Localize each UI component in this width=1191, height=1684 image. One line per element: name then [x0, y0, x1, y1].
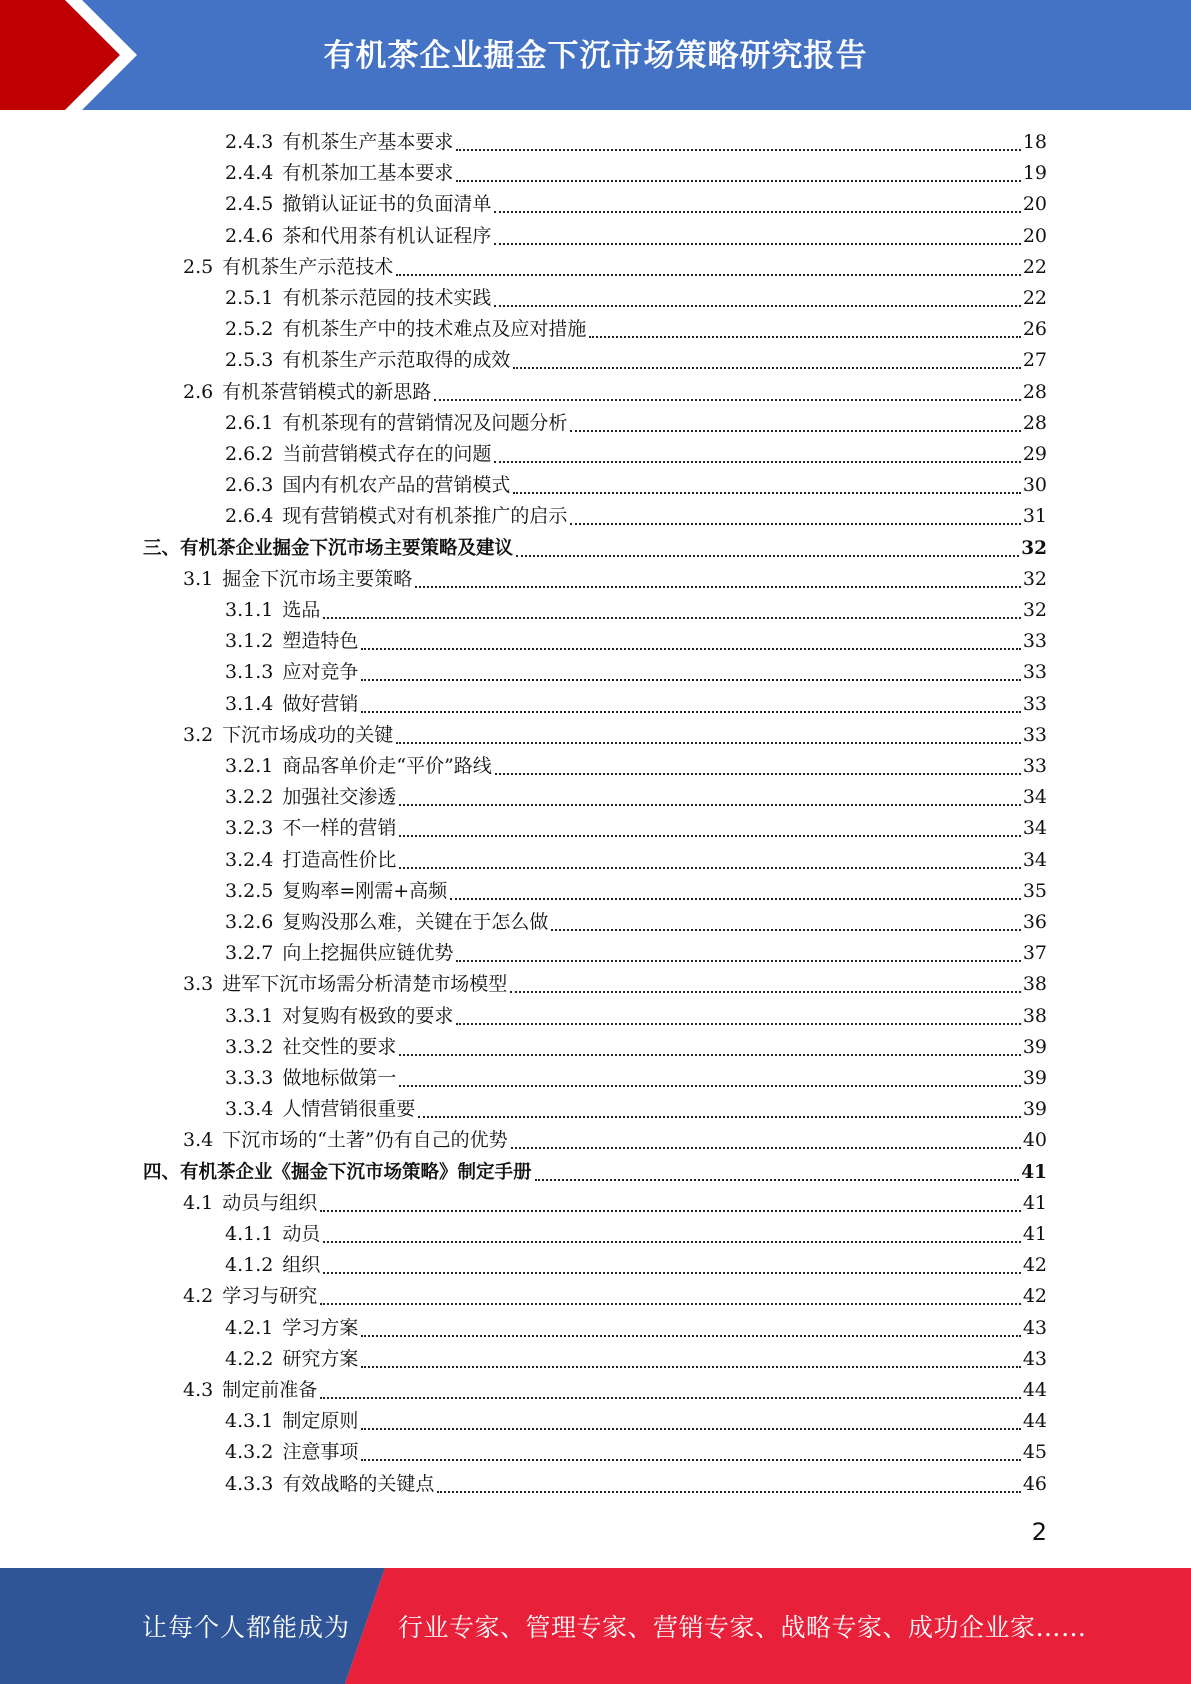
toc-dot-leader [551, 929, 1020, 931]
toc-entry[interactable] [225, 1032, 1047, 1063]
toc-entry-number: 3.3.4 [225, 1098, 274, 1121]
toc-entry-page: 32 [1022, 567, 1047, 590]
toc-entry-page: 39 [1022, 1098, 1047, 1121]
toc-entry-number: 3.1.1 [225, 599, 274, 621]
toc-dot-leader [511, 1147, 1021, 1149]
toc-entry-number: 2.5 [183, 255, 214, 278]
toc-dot-leader [494, 305, 1020, 307]
toc-entry[interactable] [225, 127, 1047, 158]
toc-dot-leader [361, 1459, 1020, 1461]
toc-dot-leader [570, 430, 1020, 432]
toc-entry-title: 打造高性价比 [282, 848, 397, 871]
toc-entry-page: 42 [1022, 1254, 1047, 1277]
toc-entry-number: 2.6.2 [225, 443, 274, 465]
toc-entry-number: 2.6.4 [225, 505, 274, 528]
toc-dot-leader [399, 1054, 1020, 1056]
toc-entry-page: 46 [1022, 1472, 1047, 1495]
toc-entry-title: 复购没那么难，关键在于怎么做 [282, 911, 549, 933]
toc-entry-title: 四、有机茶企业《掘金下沉市场策略》制定手册 [143, 1161, 532, 1183]
toc-entry-title: 有机茶生产示范取得的成效 [282, 349, 511, 372]
toc-entry-title: 掘金下沉市场主要策略 [222, 567, 413, 590]
toc-entry[interactable] [225, 1063, 1047, 1094]
toc-entry[interactable] [225, 938, 1047, 969]
toc-entry-title: 茶和代用茶有机认证程序 [282, 224, 492, 247]
document-title: 有机茶企业掘金下沉市场策略研究报告 [323, 37, 868, 74]
toc-entry-title: 进军下沉市场需分析清楚市场模型 [222, 973, 508, 996]
toc-dot-leader [494, 211, 1020, 213]
toc-dot-leader [361, 679, 1020, 681]
toc-entry-title: 有机茶营销模式的新思路 [222, 380, 432, 403]
toc-entry[interactable] [225, 1250, 1047, 1281]
toc-dot-leader [535, 1179, 1020, 1181]
toc-dot-leader [456, 180, 1020, 182]
toc-dot-leader [361, 1335, 1020, 1337]
toc-entry-number: 3.2.7 [225, 942, 274, 965]
toc-entry-title: 有效战略的关键点 [282, 1472, 435, 1495]
toc-entry[interactable] [183, 969, 1047, 1000]
toc-entry-title: 对复购有极致的要求 [282, 1004, 454, 1027]
toc-entry-title: 有机茶生产中的技术难点及应对措施 [282, 318, 587, 341]
toc-entry-page: 22 [1022, 287, 1047, 309]
toc-entry-number: 4.3.2 [225, 1441, 274, 1464]
toc-entry-title: 组织 [282, 1254, 321, 1277]
toc-entry-title: 制定原则 [282, 1410, 359, 1433]
toc-entry-title: 动员 [282, 1223, 321, 1245]
toc-entry-title: 有机茶生产示范技术 [222, 255, 394, 278]
toc-entry-page: 33 [1022, 692, 1047, 715]
toc-entry[interactable] [225, 751, 1047, 782]
toc-dot-leader [361, 1366, 1020, 1368]
toc-entry[interactable] [225, 1313, 1047, 1344]
toc-entry-page: 39 [1022, 1067, 1047, 1089]
toc-entry-page: 40 [1022, 1129, 1047, 1152]
toc-entry-number: 3.1.3 [225, 661, 274, 684]
toc-entry-page: 41 [1022, 1223, 1047, 1245]
toc-entry-title: 下沉市场的“土著”仍有自己的优势 [222, 1129, 508, 1152]
toc-entry[interactable] [225, 595, 1047, 626]
toc-entry[interactable] [225, 439, 1047, 470]
toc-entry[interactable] [225, 1001, 1047, 1032]
toc-dot-leader [510, 991, 1021, 993]
toc-entry-number: 4.2.1 [225, 1316, 274, 1339]
toc-entry-number: 2.5.1 [225, 287, 274, 309]
toc-entry-title: 有机茶生产基本要求 [282, 131, 454, 153]
toc-entry-page: 30 [1022, 474, 1047, 497]
toc-entry-number: 3.2 [183, 723, 214, 746]
toc-entry[interactable] [183, 564, 1047, 595]
toc-entry-number: 2.4.6 [225, 224, 274, 247]
toc-entry-number: 4.2.2 [225, 1347, 274, 1370]
toc-entry-page: 26 [1022, 318, 1047, 341]
toc-entry-page: 33 [1022, 630, 1047, 653]
toc-entry-page: 42 [1022, 1285, 1047, 1308]
toc-entry-page: 20 [1022, 224, 1047, 247]
toc-dot-leader [320, 1303, 1021, 1305]
toc-entry-page: 31 [1022, 505, 1047, 528]
toc-entry-page: 45 [1022, 1441, 1047, 1464]
toc-entry[interactable] [183, 1188, 1047, 1219]
toc-entry-number: 4.1 [183, 1191, 214, 1214]
toc-entry-page: 41 [1022, 1191, 1047, 1214]
toc-entry-number: 3.2.4 [225, 848, 274, 871]
toc-entry-title: 加强社交渗透 [282, 786, 397, 809]
toc-entry-title: 向上挖掘供应链优势 [282, 942, 454, 965]
toc-entry-page: 33 [1022, 723, 1047, 746]
toc-dot-leader [434, 399, 1021, 401]
toc-entry-page: 44 [1022, 1410, 1047, 1433]
toc-entry-title: 塑造特色 [282, 630, 359, 653]
toc-entry[interactable] [225, 1437, 1047, 1468]
toc-entry-page: 18 [1022, 131, 1047, 153]
toc-entry-number: 3.1 [183, 567, 214, 590]
toc-entry-page: 39 [1022, 1035, 1047, 1058]
toc-entry-page: 36 [1022, 911, 1047, 933]
toc-entry-number: 2.6 [183, 380, 214, 403]
toc-dot-leader [418, 1116, 1020, 1118]
toc-entry-page: 38 [1022, 1004, 1047, 1027]
toc-entry-title: 有机茶现有的营销情况及问题分析 [282, 411, 568, 434]
toc-entry-page: 28 [1022, 380, 1047, 403]
toc-entry[interactable] [225, 1344, 1047, 1375]
toc-dot-leader [320, 1397, 1021, 1399]
toc-entry[interactable] [183, 1375, 1047, 1406]
toc-entry-number: 4.3.1 [225, 1410, 274, 1433]
toc-dot-leader [323, 1241, 1020, 1243]
toc-entry-title: 注意事项 [282, 1441, 359, 1464]
toc-dot-leader [494, 461, 1020, 463]
toc-entry[interactable] [225, 1406, 1047, 1437]
toc-entry[interactable] [225, 158, 1047, 189]
toc-entry-number: 3.3.2 [225, 1035, 274, 1058]
toc-entry-number: 2.4.3 [225, 131, 274, 153]
toc-dot-leader [361, 711, 1020, 713]
toc-entry[interactable] [225, 1219, 1047, 1250]
page-footer [0, 1568, 1191, 1684]
toc-entry-page: 20 [1022, 193, 1047, 216]
toc-entry-number: 2.4.5 [225, 193, 274, 216]
toc-entry[interactable] [143, 1157, 1047, 1188]
toc-dot-leader [396, 274, 1021, 276]
toc-entry-page: 34 [1022, 786, 1047, 809]
toc-dot-leader [456, 1023, 1020, 1025]
toc-entry[interactable] [225, 1469, 1047, 1500]
toc-entry-page: 41 [1021, 1161, 1047, 1183]
toc-dot-leader [399, 835, 1020, 837]
toc-entry[interactable] [225, 470, 1047, 501]
toc-entry-page: 32 [1022, 599, 1047, 621]
toc-entry[interactable] [183, 720, 1047, 751]
toc-entry[interactable] [225, 1094, 1047, 1125]
toc-entry-number: 2.4.4 [225, 162, 274, 185]
toc-entry[interactable] [183, 1125, 1047, 1156]
toc-entry-page: 33 [1022, 661, 1047, 684]
toc-dot-leader [323, 1272, 1020, 1274]
toc-dot-leader [399, 867, 1020, 869]
toc-dot-leader [495, 773, 1021, 775]
toc-entry-page: 27 [1022, 349, 1047, 372]
toc-entry-number: 2.6.1 [225, 411, 274, 434]
toc-entry-page: 34 [1022, 848, 1047, 871]
toc-entry-page: 22 [1022, 255, 1047, 278]
toc-dot-leader [570, 523, 1020, 525]
page-number: 2 [1031, 1518, 1047, 1546]
toc-entry-number: 3.4 [183, 1129, 214, 1152]
toc-entry-title: 撤销认证证书的负面清单 [282, 193, 492, 216]
toc-entry-title: 有机茶示范园的技术实践 [282, 287, 492, 309]
toc-entry-title: 研究方案 [282, 1347, 359, 1370]
toc-entry[interactable] [225, 408, 1047, 439]
toc-entry-number: 3.3.1 [225, 1004, 274, 1027]
toc-entry-number: 3.1.2 [225, 630, 274, 653]
toc-entry[interactable] [225, 907, 1047, 938]
toc-entry-number: 3.2.1 [225, 755, 274, 777]
toc-entry-title: 做好营销 [282, 692, 359, 715]
toc-entry-page: 34 [1022, 817, 1047, 840]
toc-entry[interactable] [183, 377, 1047, 408]
toc-entry-number: 4.2 [183, 1285, 214, 1308]
toc-entry-title: 三、有机茶企业掘金下沉市场主要策略及建议 [143, 537, 514, 559]
toc-entry-title: 制定前准备 [222, 1379, 318, 1401]
toc-dot-leader [323, 617, 1020, 619]
toc-entry-title: 应对竞争 [282, 661, 359, 684]
toc-entry[interactable] [225, 876, 1047, 907]
toc-entry-page: 43 [1022, 1316, 1047, 1339]
toc-dot-leader [456, 149, 1020, 151]
toc-entry[interactable] [225, 813, 1047, 844]
toc-entry-number: 3.2.2 [225, 786, 274, 809]
toc-entry-page: 43 [1022, 1347, 1047, 1370]
toc-entry[interactable] [225, 189, 1047, 220]
toc-entry-title: 国内有机农产品的营销模式 [282, 474, 511, 497]
toc-entry-title: 学习方案 [282, 1316, 359, 1339]
toc-entry[interactable] [225, 782, 1047, 813]
toc-dot-leader [396, 742, 1021, 744]
toc-dot-leader [589, 336, 1020, 338]
toc-dot-leader [399, 1085, 1020, 1087]
toc-entry-number: 4.3 [183, 1379, 214, 1401]
toc-entry-number: 4.3.3 [225, 1472, 274, 1495]
toc-entry[interactable] [225, 689, 1047, 720]
toc-dot-leader [456, 960, 1020, 962]
toc-entry-title: 动员与组织 [222, 1191, 318, 1214]
toc-entry[interactable] [183, 252, 1047, 283]
toc-entry-number: 2.6.3 [225, 474, 274, 497]
toc-entry-title: 选品 [282, 599, 321, 621]
toc-entry-number: 3.1.4 [225, 692, 274, 715]
toc-entry[interactable] [225, 845, 1047, 876]
toc-entry[interactable] [225, 314, 1047, 345]
toc-entry-title: 学习与研究 [222, 1285, 318, 1308]
toc-entry[interactable] [183, 1281, 1047, 1312]
toc-dot-leader [513, 492, 1020, 494]
toc-entry-title: 不一样的营销 [282, 817, 397, 840]
footer-slogan-right: 行业专家、管理专家、营销专家、战略专家、成功企业家…… [398, 1613, 1087, 1642]
toc-entry-page: 44 [1022, 1379, 1047, 1401]
toc-dot-leader [399, 804, 1020, 806]
toc-entry[interactable] [225, 501, 1047, 532]
toc-dot-leader [415, 586, 1021, 588]
toc-entry-number: 2.5.2 [225, 318, 274, 341]
toc-entry-title: 复购率=刚需+高频 [282, 879, 448, 902]
toc-entry-title: 当前营销模式存在的问题 [282, 443, 492, 465]
toc-entry-page: 29 [1022, 443, 1047, 465]
toc-entry[interactable] [225, 283, 1047, 314]
toc-entry-number: 3.3.3 [225, 1067, 274, 1089]
toc-dot-leader [513, 367, 1020, 369]
toc-entry-number: 2.5.3 [225, 349, 274, 372]
toc-entry-number: 4.1.1 [225, 1223, 274, 1245]
toc-dot-leader [516, 555, 1019, 557]
toc-entry-title: 社交性的要求 [282, 1035, 397, 1058]
toc-entry[interactable] [143, 533, 1047, 564]
footer-slogan-left: 让每个人都能成为 [142, 1613, 351, 1642]
toc-entry-page: 35 [1022, 879, 1047, 902]
toc-entry-number: 3.3 [183, 973, 214, 996]
toc-dot-leader [494, 243, 1020, 245]
toc-entry-number: 3.2.3 [225, 817, 274, 840]
toc-entry-number: 3.2.5 [225, 879, 274, 902]
toc-entry-title: 做地标做第一 [282, 1067, 397, 1089]
toc-entry[interactable] [225, 221, 1047, 252]
toc-entry-title: 下沉市场成功的关键 [222, 723, 394, 746]
toc-entry-title: 现有营销模式对有机茶推广的启示 [282, 505, 568, 528]
toc-dot-leader [450, 898, 1021, 900]
page-header [0, 0, 1191, 110]
toc-entry-page: 38 [1022, 973, 1047, 996]
toc-entry-number: 4.1.2 [225, 1254, 274, 1277]
toc-dot-leader [361, 1428, 1020, 1430]
toc-entry-page: 32 [1021, 537, 1047, 559]
toc-dot-leader [320, 1210, 1021, 1212]
toc-entry-page: 33 [1022, 755, 1047, 777]
toc-entry[interactable] [225, 657, 1047, 688]
toc-entry[interactable] [225, 626, 1047, 657]
toc-entry-page: 28 [1022, 411, 1047, 434]
toc-dot-leader [437, 1491, 1020, 1493]
toc-entry[interactable] [225, 345, 1047, 376]
toc-entry-title: 商品客单价走“平价”路线 [282, 755, 492, 777]
toc-entry-number: 3.2.6 [225, 911, 274, 933]
toc-entry-title: 有机茶加工基本要求 [282, 162, 454, 185]
toc-entry-page: 19 [1022, 162, 1047, 185]
toc-entry-title: 人情营销很重要 [282, 1098, 416, 1121]
toc-entry-page: 37 [1022, 942, 1047, 965]
toc-dot-leader [361, 648, 1020, 650]
